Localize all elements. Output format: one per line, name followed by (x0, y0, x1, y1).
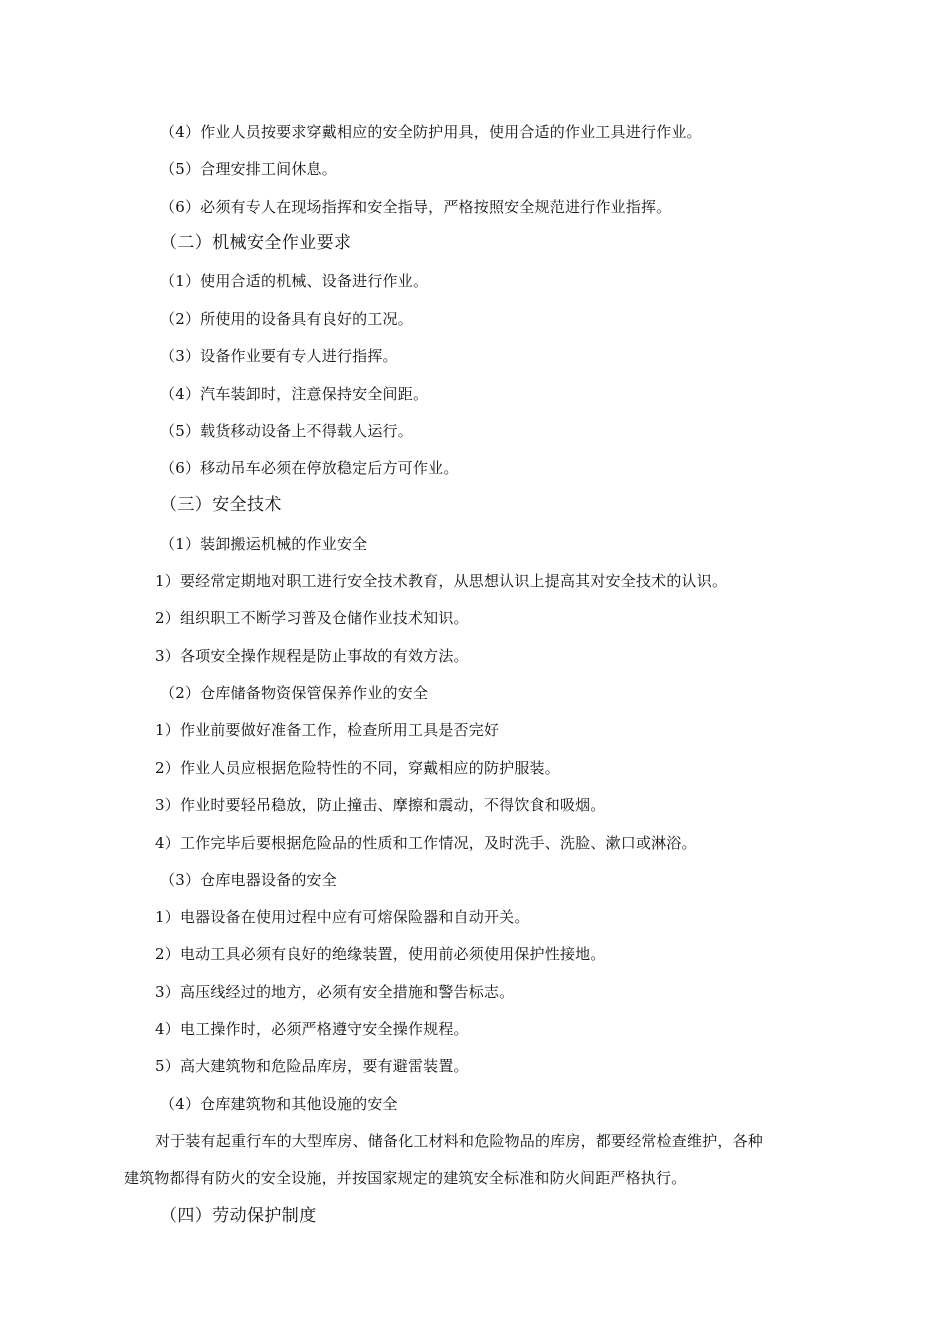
subsection-title: （4）仓库建筑物和其他设施的安全 (160, 1095, 398, 1113)
list-item: 1）作业前要做好准备工作，检查所用工具是否完好 (155, 721, 500, 739)
list-item: （4）汽车装卸时，注意保持安全间距。 (160, 385, 429, 403)
paragraph-line: 建筑物都得有防火的安全设施，并按国家规定的建筑安全标准和防火间距严格执行。 (124, 1169, 687, 1187)
subsection-title: （3）仓库电器设备的安全 (160, 871, 337, 889)
list-item: （5）载货移动设备上不得载人运行。 (160, 422, 413, 440)
list-item: （3）设备作业要有专人进行指挥。 (160, 347, 398, 365)
list-item: 2）组织职工不断学习普及仓储作业技术知识。 (155, 609, 469, 627)
section-heading-safety-technology: （三）安全技术 (160, 495, 282, 515)
list-item: 1）要经常定期地对职工进行安全技术教育，从思想认识上提高其对安全技术的认识。 (155, 572, 728, 590)
list-item: 1）电器设备在使用过程中应有可熔保险器和自动开关。 (155, 908, 530, 926)
list-item: （5）合理安排工间休息。 (160, 160, 337, 178)
list-item: （4）作业人员按要求穿戴相应的安全防护用具，使用合适的作业工具进行作业。 (160, 123, 702, 141)
list-item: 3）高压线经过的地方，必须有安全措施和警告标志。 (155, 983, 515, 1001)
section-heading-labor-protection: （四）劳动保护制度 (160, 1206, 317, 1226)
section-heading-machine-safety: （二）机械安全作业要求 (160, 233, 352, 253)
list-item: （6）移动吊车必须在停放稳定后方可作业。 (160, 459, 459, 477)
subsection-title: （2）仓库储备物资保管保养作业的安全 (160, 684, 429, 702)
list-item: 4）电工操作时，必须严格遵守安全操作规程。 (155, 1020, 469, 1038)
list-item: 3）作业时要轻吊稳放，防止撞击、摩擦和震动，不得饮食和吸烟。 (155, 796, 606, 814)
list-item: 2）作业人员应根据危险特性的不同，穿戴相应的防护服装。 (155, 759, 560, 777)
list-item: 4）工作完毕后要根据危险品的性质和工作情况，及时洗手、洗脸、漱口或淋浴。 (155, 834, 697, 852)
list-item: 5）高大建筑物和危险品库房，要有避雷装置。 (155, 1057, 469, 1075)
list-item: （2）所使用的设备具有良好的工况。 (160, 310, 413, 328)
list-item: 2）电动工具必须有良好的绝缘装置，使用前必须使用保护性接地。 (155, 945, 606, 963)
paragraph-line: 对于装有起重行车的大型库房、储备化工材料和危险物品的库房，都要经常检查维护，各种 (155, 1132, 764, 1150)
list-item: （6）必须有专人在现场指挥和安全指导，严格按照安全规范进行作业指挥。 (160, 198, 672, 216)
list-item: （1）使用合适的机械、设备进行作业。 (160, 272, 429, 290)
subsection-title: （1）装卸搬运机械的作业安全 (160, 535, 368, 553)
list-item: 3）各项安全操作规程是防止事故的有效方法。 (155, 647, 469, 665)
